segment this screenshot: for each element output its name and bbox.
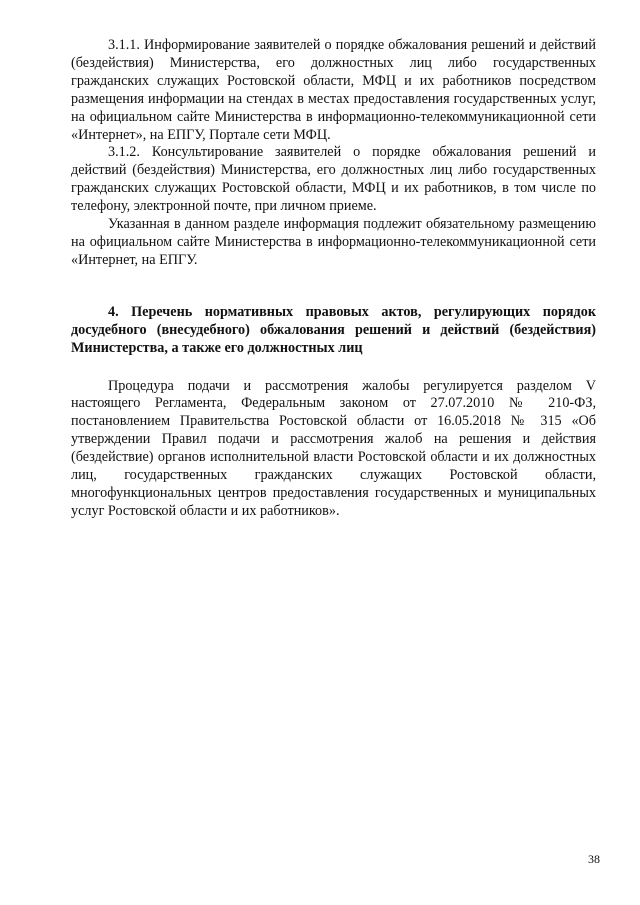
paragraph-3-1-2: 3.1.2. Консультирование заявителей о порядке обжалования решений и действий (бездействия) Министерства, его должностных лиц либо государственных гражданских служащих Ростовской области, МФЦ и их работников, в том числе по телефону, электронной почте, при личном приеме. xyxy=(71,144,596,215)
page-number: 38 xyxy=(588,852,600,866)
document-body xyxy=(71,37,596,521)
paragraph-3-1-1: 3.1.1. Информирование заявителей о порядке обжалования решений и действий (бездействия) Министерства, его должностных лиц либо государственных гражданских служащих Ростовской области, МФЦ и их работников посредством размещения информации на стендах в местах предоставления государственных услуг, на официальном сайте Министерства в информационно-телекоммуникационной сети «Интернет», на ЕПГУ, Портале сети МФЦ. xyxy=(71,37,596,143)
section-heading: 4. Перечень нормативных правовых актов, регулирующих порядок досудебного (внесудебного) обжалования решений и действий (бездействия) Министерства, а также его должностных лиц xyxy=(71,303,596,356)
paragraph-procedure: Процедура подачи и рассмотрения жалобы регулируется разделом V настоящего Регламента, Федеральным законом от 27.07.2010 № 210-ФЗ, постановлением Правительства Ростовской области от 16.05.2018 № 315 «Об утверждении Правил подачи и рассмотрения жалоб на решения и действия (бездействие) органов исполнительной власти Ростовской области и их должностных лиц, государственных гражданских служащих Ростовской области, многофункциональных центров предоставления государственных и муниципальных услуг Ростовской области и их работников». xyxy=(71,377,596,519)
paragraph-info-placement: Указанная в данном разделе информация подлежит обязательному размещению на официальном сайте Министерства в информационно-телекоммуникационной сети «Интернет, на ЕПГУ. xyxy=(71,216,596,268)
